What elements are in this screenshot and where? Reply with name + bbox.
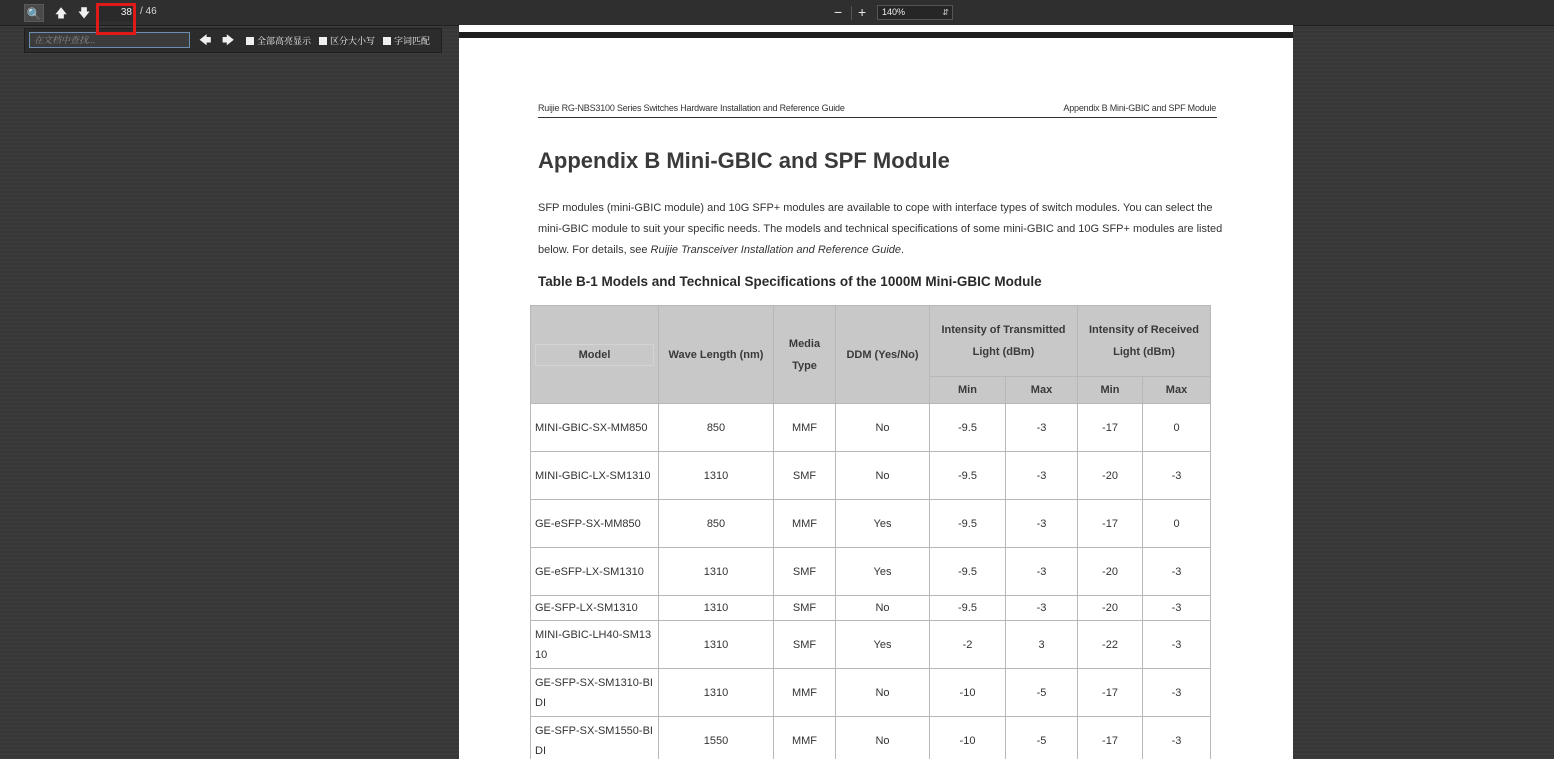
- cell-media-type: MMF: [774, 404, 836, 452]
- whole-word-label: 字词匹配: [394, 36, 431, 46]
- cell-rx-max: -3: [1143, 548, 1211, 596]
- cell-wave-length: 1310: [659, 596, 774, 621]
- table-row: [531, 717, 1211, 759]
- cell-tx-min: -10: [930, 669, 1006, 717]
- cell-ddm: Yes: [836, 500, 930, 548]
- checkbox-icon: [383, 37, 391, 45]
- cell-media-type: SMF: [774, 548, 836, 596]
- cell-ddm: Yes: [836, 548, 930, 596]
- header-rule: [538, 117, 1217, 118]
- table-row: [531, 452, 1211, 500]
- cell-tx-max: 3: [1006, 621, 1078, 669]
- cell-rx-min: -17: [1078, 404, 1143, 452]
- cell-media-type: MMF: [774, 669, 836, 717]
- paragraph-text: SFP modules (mini-GBIC module) and 10G SFP+ modules are available to cope with interface types of switch modules. You can select the mini-GBIC module to suit your specific needs. The models and technical specifications of some mini-GBIC and 10G SFP+ modules are listed below. For details, see: [538, 202, 1223, 256]
- cell-media-type: MMF: [774, 717, 836, 759]
- highlight-all-label: 全部高亮显示: [257, 36, 312, 46]
- cell-tx-min: -9.5: [930, 404, 1006, 452]
- page-title: Appendix B Mini-GBIC and SPF Module: [538, 148, 950, 173]
- header-transmitted-light: Intensity of Transmitted Light (dBm): [930, 306, 1078, 377]
- checkbox-icon: [319, 37, 327, 45]
- header-model: [531, 306, 659, 404]
- cell-model: MINI-GBIC-LX-SM1310: [531, 452, 659, 500]
- cell-tx-min: -9.5: [930, 452, 1006, 500]
- cell-model: GE-eSFP-LX-SM1310: [531, 548, 659, 596]
- find-input[interactable]: 在文档中查找...: [29, 32, 190, 48]
- cell-rx-max: -3: [1143, 669, 1211, 717]
- cell-wave-length: 1310: [659, 669, 774, 717]
- next-page-icon[interactable]: 🡇: [77, 6, 91, 20]
- header-received-light: Intensity of Received Light (dBm): [1078, 306, 1211, 377]
- header-rx-min: Min: [1078, 377, 1143, 404]
- header-tx-max: Max: [1006, 377, 1078, 404]
- cell-ddm: No: [836, 596, 930, 621]
- toolbar-divider: [851, 6, 852, 20]
- cell-rx-max: -3: [1143, 717, 1211, 759]
- cell-rx-max: 0: [1143, 404, 1211, 452]
- zoom-value: 140%: [882, 7, 906, 17]
- zoom-select[interactable]: [877, 5, 953, 20]
- cell-tx-min: -9.5: [930, 548, 1006, 596]
- cell-media-type: MMF: [774, 500, 836, 548]
- highlight-all-checkbox[interactable]: [246, 35, 311, 47]
- spec-table: [530, 305, 1211, 759]
- header-wave-length: Wave Length (nm): [659, 306, 774, 404]
- cell-model: MINI-GBIC-SX-MM850: [531, 404, 659, 452]
- cell-model: GE-eSFP-SX-MM850: [531, 500, 659, 548]
- cell-wave-length: 1550: [659, 717, 774, 759]
- cell-tx-min: -10: [930, 717, 1006, 759]
- match-case-checkbox[interactable]: [319, 35, 375, 47]
- cell-rx-min: -20: [1078, 452, 1143, 500]
- cell-tx-max: -3: [1006, 548, 1078, 596]
- cell-rx-min: -20: [1078, 548, 1143, 596]
- header-ddm: DDM (Yes/No): [836, 306, 930, 404]
- cell-rx-min: -22: [1078, 621, 1143, 669]
- zoom-out-button[interactable]: −: [834, 4, 843, 20]
- table-row: [531, 500, 1211, 548]
- checkbox-icon: [246, 37, 254, 45]
- find-next-icon[interactable]: 🡆: [222, 33, 235, 47]
- cell-ddm: Yes: [836, 621, 930, 669]
- cell-rx-min: -17: [1078, 717, 1143, 759]
- cell-tx-min: -9.5: [930, 500, 1006, 548]
- viewer-toolbar: [0, 0, 1554, 26]
- cell-media-type: SMF: [774, 596, 836, 621]
- cell-wave-length: 1310: [659, 452, 774, 500]
- cell-rx-max: -3: [1143, 452, 1211, 500]
- header-rx-max: Max: [1143, 377, 1211, 404]
- cell-tx-max: -3: [1006, 596, 1078, 621]
- cell-media-type: SMF: [774, 621, 836, 669]
- page-count: / 46: [140, 6, 157, 17]
- whole-word-checkbox[interactable]: [383, 35, 430, 47]
- cell-model: MINI-GBIC-LH40-SM1310: [531, 621, 659, 669]
- cell-rx-max: -3: [1143, 596, 1211, 621]
- cell-ddm: No: [836, 404, 930, 452]
- page-number-input[interactable]: 38: [98, 4, 136, 21]
- cell-tx-min: -2: [930, 621, 1006, 669]
- cell-ddm: No: [836, 452, 930, 500]
- table-row: [531, 669, 1211, 717]
- cell-wave-length: 850: [659, 500, 774, 548]
- cell-tx-max: -3: [1006, 452, 1078, 500]
- table-row: [531, 596, 1211, 621]
- cell-tx-max: -5: [1006, 717, 1078, 759]
- find-bar: [24, 28, 442, 53]
- table-caption: Table B-1 Models and Technical Specifications of the 1000M Mini-GBIC Module: [538, 274, 1042, 289]
- cell-tx-max: -3: [1006, 404, 1078, 452]
- dropdown-arrow-icon: ⇵: [942, 8, 949, 17]
- cell-wave-length: 850: [659, 404, 774, 452]
- table-row: [531, 548, 1211, 596]
- cell-model: GE-SFP-SX-SM1310-BIDI: [531, 669, 659, 717]
- cell-rx-max: -3: [1143, 621, 1211, 669]
- intro-paragraph: [538, 198, 1228, 261]
- find-previous-icon[interactable]: 🡄: [199, 33, 212, 47]
- cell-model: GE-SFP-LX-SM1310: [531, 596, 659, 621]
- cell-rx-min: -20: [1078, 596, 1143, 621]
- cell-model: GE-SFP-SX-SM1550-BIDI: [531, 717, 659, 759]
- cell-wave-length: 1310: [659, 621, 774, 669]
- document-page: [459, 38, 1293, 759]
- table-row: [531, 404, 1211, 452]
- running-header-left: Ruijie RG-NBS3100 Series Switches Hardware Installation and Reference Guide: [538, 103, 845, 113]
- cell-tx-min: -9.5: [930, 596, 1006, 621]
- previous-page-edge: [459, 25, 1293, 32]
- zoom-in-button[interactable]: +: [858, 4, 867, 20]
- cell-rx-min: -17: [1078, 669, 1143, 717]
- cell-ddm: No: [836, 717, 930, 759]
- match-case-label: 区分大小写: [330, 36, 376, 46]
- cell-rx-min: -17: [1078, 500, 1143, 548]
- header-tx-min: Min: [930, 377, 1006, 404]
- table-row: [531, 621, 1211, 669]
- header-model-label: Model: [535, 344, 654, 366]
- cell-tx-max: -3: [1006, 500, 1078, 548]
- paragraph-end: .: [901, 244, 905, 256]
- header-media-type: Media Type: [774, 306, 836, 404]
- running-header-right: Appendix B Mini-GBIC and SPF Module: [1063, 103, 1216, 113]
- cell-wave-length: 1310: [659, 548, 774, 596]
- search-icon[interactable]: 🔍: [24, 4, 44, 22]
- cell-media-type: SMF: [774, 452, 836, 500]
- cell-rx-max: 0: [1143, 500, 1211, 548]
- cell-ddm: No: [836, 669, 930, 717]
- cell-tx-max: -5: [1006, 669, 1078, 717]
- reference-title: Ruijie Transceiver Installation and Reference Guide: [650, 244, 901, 256]
- previous-page-icon[interactable]: 🡅: [54, 6, 68, 20]
